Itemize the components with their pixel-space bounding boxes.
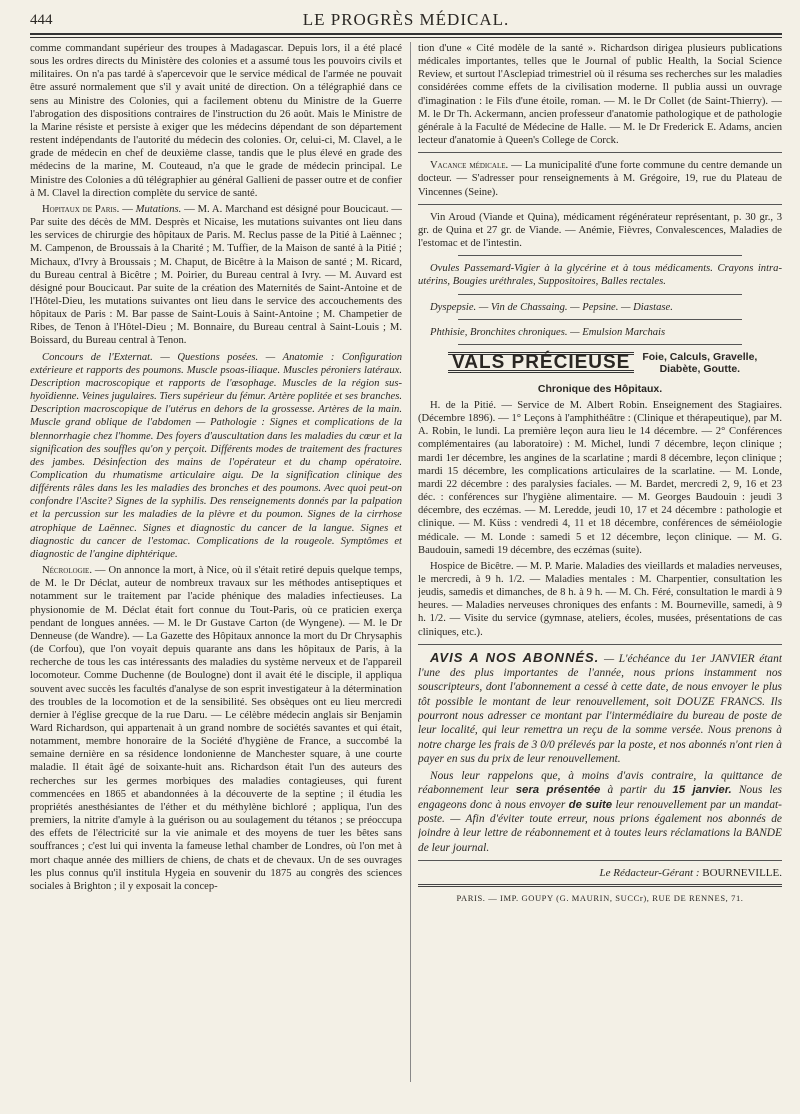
imprint-rule — [418, 884, 782, 887]
ad-rule — [458, 294, 742, 295]
header-rule — [30, 33, 782, 35]
section-rule — [418, 204, 782, 205]
avis-text-2c: Nous les engageons donc à nous envoyer — [418, 784, 782, 811]
necrologie-continued: tion d'une « Cité modèle de la santé ». Richardson dirigea plusieurs publications médicales importantes, telles que le Journal of public Health, la Social Science Review, et surtout l'Asclepiad trimestriel où il résuma ses recherches sur les maladies considérées comme effets de la civilisation moderne. Il publia aussi un ouvrage d'imagination : le Fils d'une étoile, roman. — M. le Dr Collet (de Saint-Thierry). — M. le Dr Th. Ackermann, ancien professeur d'anatomie pathologique et de pathologie générale à la Faculté de Médecine de Halle. — M. le Dr Frederick E. Adams, ancien lecteur d'anatomie à Queen's College de Corck. — [418, 43, 782, 147]
concours-paragraph: Concours de l'Externat. — Questions posées. — Anatomie : Configuration extérieure et rapports des poumons. Muscle psoas-iliaque. Muscles péroniers latéraux. Description macroscopique et rapports de l'œsophage. Muscles de la région sus-hyoïdienne. Veines jugulaires. Tiers supérieur du fémur. Artère poplitée et ses branches. Description macroscopique de l'utérus en dehors de la grossesse. Artères de la main. Muscle grand oblique de l'abdomen — Pathologie : Signes et complications de la blennorrhagie chez l'homme. Des foyers d'auscultation dans les maladies du cœur et la signification des souffles qu'on y perçoit. Différents modes de traitement des fractures des jambes. Désinfection des mains de l'opérateur et du champ opératoire. Complication du rhumatisme articulaire aigu. De la signification clinique des différents râles dans les les maladies des bronches et des poumons. Avec quoi peut-on confondre l'Ascite? Signes de la syphilis. Des renseignements donnés par la palpation et la percussion sur les maladies de la plèvre et du poumon. Signes de la cirrhose atrophique de Laënnec. Signes et diagnostic du cancer de la langue. Signes et diagnostic du cancer de l'estomac. Complications de la rougeole. Symptômes et diagnostic de l'angine diphtérique. — [30, 351, 402, 560]
section-rule — [418, 152, 782, 153]
ad-rule — [458, 319, 742, 320]
page-number: 444 — [30, 12, 53, 28]
avis-text-2b: à partir du — [607, 784, 666, 797]
vals-advertisement — [448, 351, 782, 375]
hopitaux-heading: Hopitaux de Paris. — [42, 203, 120, 215]
chronique-bicetre: Hospice de Bicêtre. — M. P. Marie. Maladies des vieillards et maladies nerveuses, le mercredi, à 9 h. 1/2. — Maladies mentales : M. Charpentier, consultation les jeudis, samedis et dimanches, de 8 h. à 9 h. — M. Ch. Féré, consultation le mardi à 9 heures. — Maladies nerveuses chroniques des enfants : M. Bourneville, samedi, à 9 h. 1/2. — Visite du service (gymnase, ateliers, écoles, musées, présentations de cas cliniques, etc.). — [418, 560, 782, 638]
vin-aroud-ad: Vin Aroud (Viande et Quina), médicament régénérateur représentant, p. 30 gr., 3 gr. de Quina et 27 gr. de Viande. — Anémie, Fièvres, Convalescences, Maladies de l'estomac et de l'intestin. — [418, 211, 782, 250]
hopitaux-text: — M. A. Marchand est désigné pour Boucicaut. — Par suite des décès de MM. Desprès et Nicaise, les mutations suivantes ont lieu dans les services de chirurgie des hôpitaux de Paris. M. Reclus passe de la Pitié à Laënnec ; M. Campenon, de Broussais à la Charité ; M. Tuffier, de la Maison de santé à la Pitié ; Michaux, d'Ivry à Broussais ; M. Chaput, de Bicêtre à la Maison de santé ; M. Ricard, du Bureau central à Bicêtre ; M. Poirier, du Bureau central à Ivry. — M. Auvard est désigné pour Boucicaut. Par suite de la création des Maternités de Saint-Antoine et de l'Hôtel-Dieu, les mutations suivantes ont lieu dans le service des accouchements des hôpitaux de Paris : M. Bar passe de Saint-Louis à Saint-Antoine ; M. Champetier de Ribes, de Tenon à l'Hôtel-Dieu ; M. Bonnaire, du Bureau central à Saint-Louis ; M. Boissard, du Bureau central à Tenon. — [30, 203, 402, 347]
phthisie-ad: Phthisie, Bronchites chroniques. — Emulsion Marchais — [430, 326, 666, 338]
signature-label: Le Rédacteur-Gérant : — [599, 866, 700, 879]
avis-title: AVIS A NOS ABONNÉS. — [430, 649, 600, 665]
ad-rule — [458, 344, 742, 345]
avis-bold-date: 15 janvier. — [672, 784, 732, 797]
avis-bold-suite: de suite — [568, 798, 613, 811]
hopitaux-paragraph: Hopitaux de Paris. — Mutations. — M. A. Marchand est désigné pour Boucicaut. — Par suite des décès de MM. Desprès et Nicaise, les mutations suivantes ont lieu dans les services de chirurgie des hôpitaux de Paris. M. Reclus passe de la Pitié à Laënnec ; M. Campenon, de Broussais à la Charité ; M. Tuffier, de la Maison de santé à la Pitié ; Michaux, d'Ivry à Broussais ; M. Chaput, de Bicêtre à la Maison de santé ; M. Ricard, du Bureau central à Bicêtre ; M. Poirier, du Bureau central à Ivry. — M. Auvard est désigné pour Boucicaut. Par suite de la création des Maternités de Saint-Antoine et de l'Hôtel-Dieu, les mutations suivantes ont lieu dans le service des accouchements des hôpitaux de Paris : M. Bar passe de Saint-Louis à Saint-Antoine ; M. Champetier de Ribes, de Tenon à l'Hôtel-Dieu ; M. Bonnaire, du Bureau central à Saint-Louis ; M. Boissard, du Bureau central à Tenon. — [30, 203, 402, 347]
vals-indications — [642, 351, 757, 375]
imprint-line: PARIS. — IMP. GOUPY (G. MAURIN, SUCCr), RUE DE RENNES, 71. — [456, 893, 744, 904]
header-rule-thin — [30, 37, 782, 38]
chronique-title: Chronique des Hôpitaux. — [537, 382, 663, 395]
right-column — [418, 42, 782, 1094]
avis-bold-presentee: sera présentée — [515, 784, 601, 797]
ad-rule — [458, 255, 742, 256]
avis-abonnes — [418, 651, 782, 855]
vacance-text: — La municipalité d'une forte commune du centre demande un docteur. — S'adresser pour renseignements à M. Grégoire, 19, rue du Plateau de Vincennes (Seine). — [418, 160, 782, 198]
avis-text-1: — L'échéance du 1er JANVIER étant l'une des plus importantes de l'année, nous prions instamment nos souscripteurs, dont l'abonnement a cessé à cette date, de nous envoyer le plus tôt possible le montant de leur renouvellement, soit DOUZE FRANCS. Ils pourront nous adresser ce montant par l'intermédiaire du bureau de poste de leur localité, qui leur remettra un reçu de la somme versée. Nous prenons à notre charge les frais de 3 0/0 prélevés par la poste, et nos abonnés n'ont rien à payer en sus du prix de leur renouvellement. — [418, 652, 782, 765]
avis-text-2d: leur renouvellement par un mandat-poste. — Afin d'éviter toute erreur, nous prions également nos abonnés de joindre à leur lettre de réabonnement et à toutes leurs réclamations la BANDE de leur journal. — [418, 798, 782, 854]
madagascar-paragraph: comme commandant supérieur des troupes à Madagascar. Depuis lors, il a été placé sous les ordres directs du Ministère des colonies et a assumé tous les pouvoirs civils et militaires. On n'a pas tardé à s'apercevoir que le service médical de l'armée ne pouvait être assuré normalement que s'il y avait unité de direction. On a télégraphié dans ce sens au Ministre des Colonies, qui a facilement obtenu du Ministre de la Guerre l'abrogation des dispositions contraires de l'instruction du 26 août. Mais le Ministre de la Marine résiste et persiste à exiger que les médecins dépendant de son département restent indépendants de l'autorité du médecin des colonies. Or, celui-ci, M. Clavel, a le grade de médecin en chef de deuxième classe, tandis que le plus élevé en grade des médecins de la marine, M. Couteaud, n'a que le grade de médecin principal. Le Ministre des Colonies a dû télégraphier au général Gallieni de passer outre et de confier à M. Clavel la direction complète du service de santé. — [30, 43, 402, 199]
necrologie-heading: Nécrologie. — [42, 565, 92, 577]
vacance-heading: Vacance médicale. — [430, 160, 509, 172]
ovules-ad: Ovules Passemard-Vigier à la glycérine et à tous médicaments. Crayons intra-utérins, Bougies uréthrales, Suppositoires, Balles rectales. — [418, 263, 782, 288]
signature-line — [418, 867, 782, 880]
avis-paragraph-1 — [418, 651, 782, 766]
signature-name: BOURNEVILLE. — [702, 866, 782, 879]
section-rule — [418, 644, 782, 645]
mutations-heading: Mutations. — [135, 203, 182, 215]
chronique-pitie: H. de la Pitié. — Service de M. Albert Robin. Enseignement des Stagiaires. (Décembre 1896). — 1° Leçons à l'amphithéâtre : (Clinique et thérapeutique), par M. A. Robin, le lundi. La première leçon aura lieu le 14 décembre. — 2° Conférences complémentaires (au laboratoire) : M. Michel, lundi 7 décembre, leçon clinique ; mardi 1er décembre, les angines de la scarlatine ; mardi 8 décembre, leçon clinique ; mardi 15 décembre, les complications articulaires de la scarlatine. — M. Londe, mardi 22 décembre : des paralysies faciales. — M. Bardet, mercredi 2, 9, 16 et 23 déc. : conférences sur l'hygiène alimentaire. — M. Georges Baudouin : jeudi 3 décembre, des eczémas. — M. Leredde, jeudi 10, 17 et 24 décembre : pathologie et clinique. — M. Küss : vendredi 4, 11 et 18 décembre, conférences de séméiologie médicale. — M. Londe : samedi 5 et 12 décembre, leçon clinique. — M. G. Baudouin, samedi 19 décembre, des eczémas (suite). — [418, 399, 782, 556]
avis-paragraph-2 — [418, 769, 782, 855]
vals-logo: VALS PRÉCIEUSE — [448, 352, 634, 373]
dyspepsie-ad: Dyspepsie. — Vin de Chassaing. — Pepsine. — Diastase. — [430, 301, 673, 313]
vals-line-1: Foie, Calculs, Gravelle, — [642, 350, 758, 363]
vacance-paragraph — [418, 159, 782, 198]
section-rule — [418, 860, 782, 861]
necrologie-text: — On annonce la mort, à Nice, où il s'était retiré depuis quelque temps, de M. le Dr Déclat, auteur de nombreux travaux sur les méthodes antiseptiques et notamment sur le traitement par l'acide phénique des maladies infectieuses. La physionomie de M. Déclat était fort connue du Tout-Paris, où ce praticien exerça pendant de longues années. — M. le Dr Gustave Carton (de Wyngene). — M. le Dr Denneuse (de Wandre). — La Gazette des Hôpitaux annonce la mort du Dr Chrysaphis (de Corfou), que l'on voyait depuis quarante ans dans les hôpitaux de Paris, à la recherche de tous les cas intéressants des maladies du système nerveux et de l'appareil locomoteur. Comme Duchenne (de Boulogne) dont il avait été le disciple, il appliqua souvent avec succès les facultés d'analyse de son esprit investigateur à la détermination des troubles de la locomotion et de la sensibilité. Ses obsèques ont eu lieu mercredi dernier à l'église grecque de la rue Daru. — Le célèbre médecin anglais sir Benjamin Ward Richardson, qui appartenait à un grand nombre de sociétés savantes et qui était, notamment, membre honoraire de la Société d'hygiène de France, a succombé la semaine dernière en sa résidence londonienne de Manchester square, à une courte maladie. Il était âgé de soixante-huit ans. Richardson était l'un des auteurs des recherches sur les germes morbiques des maladies contagieuses, qui furent commencées en 1865 et abandonnées à la découverte de la septine ; il étudia les propriétés anesthésiantes de l'éther et du méthylène bichloré ; appliqua, l'un des premiers, la nitrite d'amyle à la guérison ou au soulagement du tétanos ; se préoccupa des effets de l'électricité sur la vie animale et des moyens de tuer les bêtes sans souffrances ; c'est lui qui inventa la fameuse lethal chamber de Londres, où l'on met à mort chaque année des milliers de chiens, de chats et de chevaux. Un de ses ouvrages les plus connus qu'il institula Hygeia en souvenir du 1875 au congrès des sciences sociales à Brighton ; il y exposait la concep- — [30, 565, 402, 892]
vals-line-2: Diabète, Goutte. — [659, 362, 741, 375]
necrologie-paragraph — [30, 564, 402, 893]
left-column — [30, 42, 402, 1094]
column-divider — [410, 42, 411, 1082]
avis-text-2a: Nous leur rappelons que, à moins d'avis contraire, la quittance de réabonnement leur — [418, 770, 782, 797]
running-title: LE PROGRÈS MÉDICAL. — [302, 10, 510, 29]
